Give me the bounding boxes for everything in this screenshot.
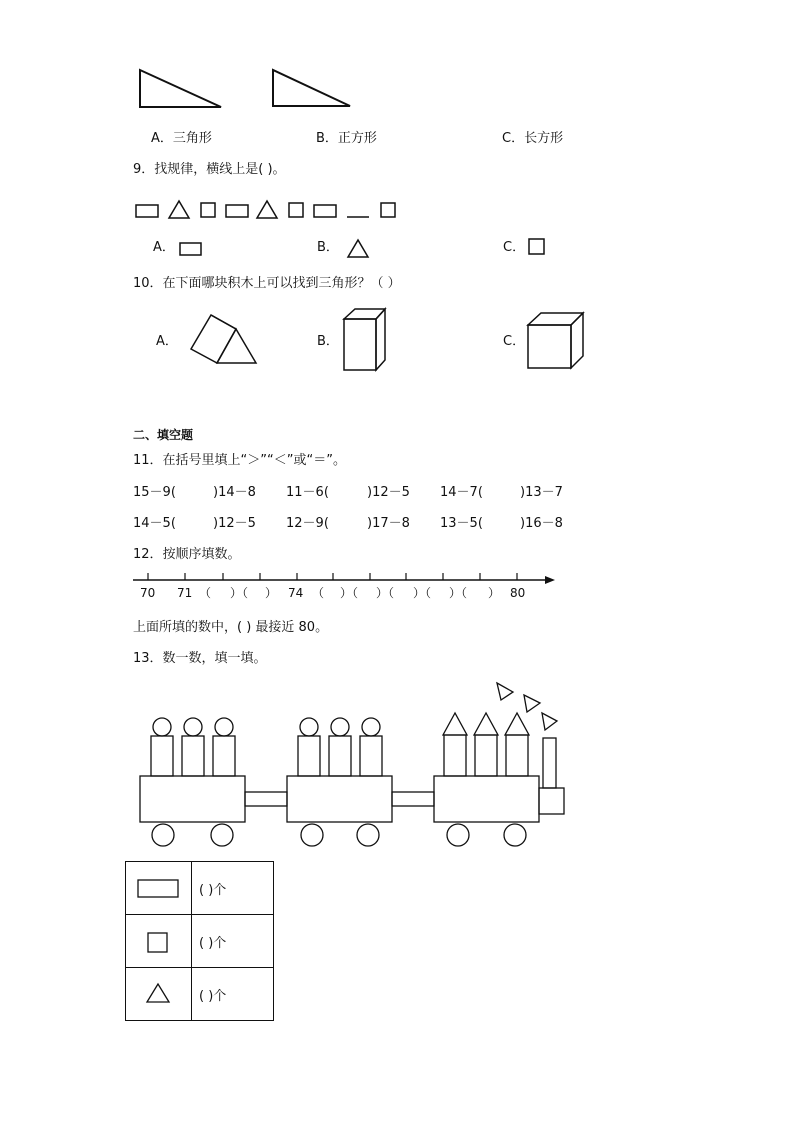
q9-option-c[interactable]: C． — [503, 240, 526, 255]
rectangle-icon — [137, 878, 181, 900]
square-icon — [527, 237, 547, 257]
q8-option-c[interactable]: C．长方形 — [502, 131, 564, 146]
table-cell-blank[interactable] — [192, 915, 274, 968]
table-cell-shape — [126, 862, 192, 915]
q11-r2-d: )17－8 — [367, 516, 410, 531]
q12-question: 12．按顺序填数。 — [133, 547, 241, 562]
q10-question: 10．在下面哪块积木上可以找到三角形？（ ） — [133, 276, 401, 291]
tick-blank[interactable]: ）（ — [230, 586, 249, 600]
q9-option-a[interactable]: A． — [153, 240, 175, 255]
table-row — [126, 915, 274, 968]
tick-blank[interactable]: ） — [488, 586, 501, 600]
triangle-icon — [169, 201, 189, 218]
cuboid-icon — [342, 306, 388, 374]
tick-blank[interactable]: ）（ — [449, 586, 468, 600]
square-icon — [147, 931, 171, 955]
square-icon — [201, 203, 215, 217]
number-line — [133, 570, 558, 586]
q8-triangle-figure-2 — [268, 66, 360, 110]
q9-option-b[interactable]: B． — [317, 240, 339, 255]
q11-r2-f: )16－8 — [520, 516, 563, 531]
q11-r2-e: 13－5( — [440, 516, 483, 531]
q11-r2-a: 14－5( — [133, 516, 176, 531]
table-row — [126, 968, 274, 1021]
cube-icon — [525, 310, 587, 372]
q10-option-b[interactable]: B． — [317, 334, 339, 349]
tick-label-71: 71 — [177, 586, 193, 600]
table-cell-blank[interactable] — [192, 968, 274, 1021]
triangle-icon — [346, 238, 372, 260]
tick-blank[interactable]: ）（ — [413, 586, 432, 600]
tick-blank[interactable]: ）（ — [340, 586, 359, 600]
q8-option-a[interactable]: A．三角形 — [151, 131, 212, 146]
rectangle-icon — [178, 241, 204, 257]
tick-label-74: 74 — [288, 586, 304, 600]
table-cell-blank[interactable] — [192, 862, 274, 915]
tick-blank[interactable]: （ — [312, 586, 325, 600]
q10-option-c[interactable]: C． — [503, 334, 526, 349]
tick-blank[interactable]: ）（ — [376, 586, 395, 600]
rectangle-icon — [314, 205, 336, 217]
tick-blank[interactable]: ） — [265, 586, 278, 600]
square-icon — [289, 203, 303, 217]
section-title: 二、填空题 — [133, 428, 194, 442]
q13-question: 13．数一数，填一填。 — [133, 651, 267, 666]
count-table — [125, 861, 274, 1021]
q8-triangle-figure-1 — [135, 66, 227, 110]
q9-question: 9．找规律，横线上是( )。 — [133, 162, 286, 177]
q11-r1-e: 14－7( — [440, 485, 483, 500]
triangle-icon — [146, 982, 172, 1006]
table-row — [126, 862, 274, 915]
count-blank-square: ( )个 — [199, 935, 227, 951]
tick-label-80: 80 — [510, 586, 526, 600]
q9-sequence — [134, 198, 404, 222]
q11-question: 11．在括号里填上“＞”“＜”或“＝”。 — [133, 453, 346, 468]
triangle-icon — [257, 201, 277, 218]
rectangle-icon — [226, 205, 248, 217]
q10-option-a[interactable]: A． — [156, 334, 178, 349]
rectangle-icon — [136, 205, 158, 217]
table-cell-shape — [126, 915, 192, 968]
q11-r1-b: )14－8 — [213, 485, 256, 500]
triangular-prism-icon — [188, 312, 260, 366]
tick-blank[interactable]: （ — [199, 586, 212, 600]
q11-r1-c: 11－6( — [286, 485, 329, 500]
q12-answer-line: 上面所填的数中，( ) 最接近 80。 — [133, 620, 329, 635]
train-figure — [135, 680, 575, 852]
q8-option-b[interactable]: B．正方形 — [316, 131, 377, 146]
count-blank-triangle: ( )个 — [199, 988, 227, 1004]
q11-r1-f: )13－7 — [520, 485, 563, 500]
table-cell-shape — [126, 968, 192, 1021]
q11-r1-a: 15－9( — [133, 485, 176, 500]
q11-r1-d: )12－5 — [367, 485, 410, 500]
tick-label-70: 70 — [140, 586, 156, 600]
q11-r2-c: 12－9( — [286, 516, 329, 531]
square-icon — [381, 203, 395, 217]
count-blank-rectangle: ( )个 — [199, 882, 227, 898]
q11-r2-b: )12－5 — [213, 516, 256, 531]
